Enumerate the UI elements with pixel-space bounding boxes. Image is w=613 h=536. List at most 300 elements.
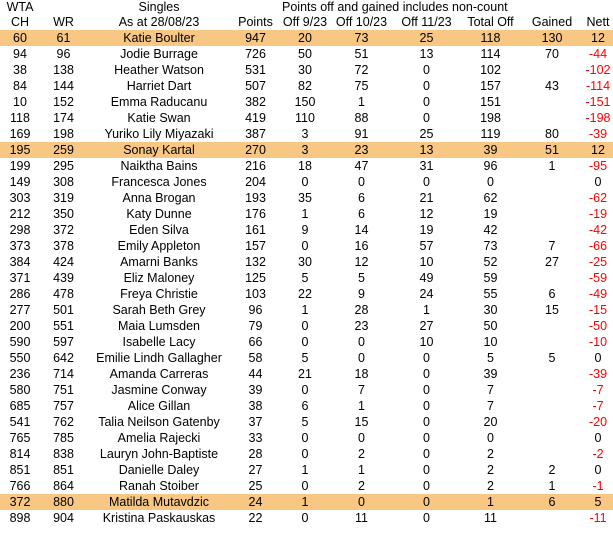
- wr-cell: 96: [56, 47, 71, 61]
- player-name-cell: Harriet Dart: [126, 79, 192, 93]
- off-10-cell: 1: [358, 399, 365, 413]
- total-off-cell: 7: [487, 383, 494, 397]
- nett-cell: -1: [592, 479, 604, 493]
- ch-cell: 38: [13, 63, 27, 77]
- wr-cell: 424: [53, 255, 74, 269]
- off-9-cell: 35: [298, 191, 312, 205]
- wr-cell: 880: [40, 494, 87, 510]
- gained-cell: [521, 318, 583, 334]
- off-9-cell: 5: [301, 271, 309, 285]
- off-11-cell: 13: [393, 142, 460, 158]
- nett-cell: 0: [594, 463, 602, 477]
- off-11-cell: 0: [423, 447, 430, 461]
- player-name-cell: Katie Boulter: [87, 30, 231, 46]
- total-off-cell: 11: [484, 511, 497, 525]
- nett-cell: -49: [588, 287, 608, 301]
- wr-cell: 478: [53, 287, 74, 301]
- off-11-cell: 49: [419, 271, 434, 285]
- wr-header: WR: [53, 15, 74, 29]
- off-11-cell: 0: [423, 479, 430, 493]
- table-row: [0, 110, 613, 126]
- nett-cell: -59: [588, 271, 608, 285]
- off-10-cell: 0: [330, 494, 393, 510]
- player-name-cell: Matilda Mutavdzic: [87, 494, 231, 510]
- table-row: [0, 302, 613, 318]
- total-off-cell: 30: [483, 303, 498, 317]
- player-name-cell: Emily Appleton: [117, 239, 201, 253]
- off-10-cell: 28: [354, 303, 369, 317]
- wr-cell: 144: [53, 79, 74, 93]
- total-off-cell: 62: [483, 191, 498, 205]
- ch-cell: 169: [9, 127, 31, 141]
- wr-cell: 174: [53, 111, 74, 125]
- off-11-cell: 12: [419, 207, 434, 221]
- off-11-cell: 0: [423, 351, 430, 365]
- gained-cell: [521, 430, 583, 446]
- singles-header: Singles: [138, 0, 180, 14]
- points-cell: 157: [245, 239, 266, 253]
- table-row: [0, 206, 613, 222]
- off-11-cell: 0: [423, 79, 430, 93]
- points-cell: 39: [248, 383, 263, 397]
- off-10-cell: 91: [354, 127, 369, 141]
- player-name-cell: Francesca Jones: [111, 175, 207, 189]
- total-off-cell: 1: [460, 494, 521, 510]
- off-9-cell: 150: [294, 95, 316, 109]
- nett-cell: -19: [588, 207, 608, 221]
- off-10-cell: 9: [358, 287, 365, 301]
- points-cell: 947: [231, 30, 280, 46]
- table-row: [0, 446, 613, 462]
- ch-cell: 277: [9, 303, 31, 317]
- table-row: [0, 222, 613, 238]
- wr-cell: 259: [40, 142, 87, 158]
- off-10-cell: 47: [354, 159, 369, 173]
- off-11-cell: 10: [419, 335, 434, 349]
- ch-cell: 236: [9, 367, 31, 381]
- points-cell: 204: [245, 175, 266, 189]
- player-name-cell: Freya Christie: [120, 287, 198, 301]
- gained-cell: [521, 414, 583, 430]
- table-row: [0, 318, 613, 334]
- total-off-cell: 20: [483, 415, 498, 429]
- off-10-cell: 16: [354, 239, 369, 253]
- gained-cell: [521, 174, 583, 190]
- total-off-cell: 119: [480, 127, 501, 141]
- total-off-cell: 42: [483, 223, 498, 237]
- off-11-cell: 0: [423, 175, 430, 189]
- off-9-cell: 0: [301, 511, 309, 525]
- total-off-cell: 39: [460, 142, 521, 158]
- wr-cell: 551: [53, 319, 74, 333]
- total-off-cell: 151: [480, 95, 501, 109]
- off-10-cell: 88: [354, 111, 369, 125]
- off-9-cell: 18: [298, 159, 312, 173]
- gained-cell: 70: [545, 47, 559, 61]
- ch-cell: 149: [9, 175, 31, 189]
- off-9-cell: 0: [301, 431, 309, 445]
- player-name-cell: Ranah Stoiber: [119, 479, 199, 493]
- ch-cell: 590: [9, 335, 31, 349]
- wr-cell: 642: [53, 351, 74, 365]
- points-cell: 25: [248, 479, 263, 493]
- off-11-cell: 0: [423, 367, 430, 381]
- off-11-cell: 0: [423, 415, 430, 429]
- points-cell: 66: [248, 335, 263, 349]
- points-cell: 726: [245, 47, 266, 61]
- wr-cell: 501: [53, 303, 74, 317]
- points-cell: 216: [245, 159, 266, 173]
- points-cell: 33: [248, 431, 263, 445]
- ch-cell: 200: [9, 319, 31, 333]
- player-name-cell: Katie Swan: [127, 111, 191, 125]
- nett-cell: -50: [588, 319, 608, 333]
- nett-cell: 0: [594, 351, 602, 365]
- gained-cell: [521, 334, 583, 350]
- ch-cell: 199: [9, 159, 31, 173]
- points-cell: 132: [245, 255, 266, 269]
- total-off-cell: 0: [487, 175, 494, 189]
- wr-cell: 751: [53, 383, 74, 397]
- points-cell: 382: [245, 95, 266, 109]
- ch-cell: 286: [9, 287, 31, 301]
- points-cell: 419: [245, 111, 266, 125]
- total-off-cell: 114: [480, 47, 501, 61]
- wr-cell: 61: [40, 30, 87, 46]
- gained-cell: 6: [548, 287, 556, 301]
- off-11-cell: 19: [419, 223, 434, 237]
- wr-cell: 152: [53, 95, 74, 109]
- ch-cell: 94: [13, 47, 27, 61]
- gained-cell: [521, 382, 583, 398]
- gained-cell: 5: [548, 351, 556, 365]
- total-off-cell: 198: [480, 111, 501, 125]
- total-off-cell: 2: [487, 479, 494, 493]
- gained-cell: [521, 94, 583, 110]
- off-10-cell: 0: [358, 335, 365, 349]
- player-name-cell: Maia Lumsden: [118, 319, 200, 333]
- nett-cell: -198: [585, 111, 611, 125]
- wr-cell: 838: [53, 447, 74, 461]
- player-name-cell: Eliz Maloney: [123, 271, 195, 285]
- player-name-cell: Emilie Lindh Gallagher: [96, 351, 222, 365]
- gained-cell: [521, 270, 583, 286]
- gained-cell: 130: [521, 30, 583, 46]
- off-10-cell: 15: [354, 415, 369, 429]
- total-off-cell: 96: [483, 159, 498, 173]
- nett-cell: 0: [594, 175, 602, 189]
- off-10-cell: 72: [354, 63, 369, 77]
- table-row: [0, 334, 613, 350]
- total-off-cell: 52: [483, 255, 498, 269]
- table-row: [0, 270, 613, 286]
- table-row: [0, 238, 613, 254]
- ch-cell: 195: [0, 142, 40, 158]
- header-row-1: [0, 0, 613, 15]
- ch-cell: 10: [13, 95, 27, 109]
- total-off-cell: 19: [483, 207, 498, 221]
- table-row: [0, 430, 613, 446]
- points-cell: 161: [245, 223, 266, 237]
- wr-cell: 762: [53, 415, 74, 429]
- table-row: [0, 398, 613, 414]
- points-cell: 103: [245, 287, 266, 301]
- nett-cell: -25: [588, 255, 608, 269]
- total-off-cell: 59: [483, 271, 498, 285]
- off-10-cell: 0: [358, 351, 365, 365]
- table-row: [0, 414, 613, 430]
- wr-cell: 597: [53, 335, 74, 349]
- ch-cell: 685: [9, 399, 31, 413]
- off-11-cell: 0: [423, 63, 430, 77]
- nett-cell: 12: [583, 30, 613, 46]
- table-row: [0, 478, 613, 494]
- player-name-cell: Amarni Banks: [120, 255, 198, 269]
- off-10-cell: 2: [358, 479, 365, 493]
- points-cell: 387: [245, 127, 266, 141]
- off-10-header: Off 10/23: [335, 15, 388, 29]
- off-10-cell: 0: [358, 431, 365, 445]
- gained-cell: 80: [545, 127, 559, 141]
- nett-cell: -2: [592, 447, 604, 461]
- off-11-cell: 0: [393, 494, 460, 510]
- off-9-cell: 1: [301, 463, 309, 477]
- gained-cell: [521, 398, 583, 414]
- player-name-cell: Katy Dunne: [126, 207, 192, 221]
- total-off-header: Total Off: [467, 15, 514, 29]
- off-9-cell: 0: [301, 335, 309, 349]
- off-9-cell: 50: [298, 47, 312, 61]
- off-11-cell: 25: [393, 30, 460, 46]
- off-10-cell: 7: [358, 383, 365, 397]
- points-cell: 125: [245, 271, 266, 285]
- total-off-cell: 55: [483, 287, 498, 301]
- table-row: [0, 78, 613, 94]
- total-off-cell: 5: [487, 351, 494, 365]
- gained-cell: 51: [521, 142, 583, 158]
- points-cell: 37: [248, 415, 263, 429]
- total-off-cell: 0: [487, 431, 494, 445]
- off-10-cell: 23: [330, 142, 393, 158]
- points-cell: 531: [245, 63, 266, 77]
- total-off-cell: 10: [483, 335, 498, 349]
- nett-cell: -11: [589, 511, 607, 525]
- off-9-cell: 0: [301, 239, 309, 253]
- off-9-cell: 30: [298, 63, 312, 77]
- nett-cell: -102: [585, 63, 611, 77]
- off-11-cell: 0: [423, 111, 430, 125]
- points-cell: 22: [248, 511, 263, 525]
- off-11-cell: 57: [419, 239, 434, 253]
- total-off-cell: 102: [480, 63, 501, 77]
- points-header: Points: [238, 15, 273, 29]
- off-11-cell: 0: [423, 383, 430, 397]
- ch-cell: 851: [9, 463, 31, 477]
- nett-cell: -39: [588, 127, 608, 141]
- off-11-cell: 0: [423, 463, 430, 477]
- player-name-cell: Jasmine Conway: [111, 383, 207, 397]
- gained-cell: [521, 190, 583, 206]
- total-off-cell: 73: [483, 239, 498, 253]
- ch-cell: 766: [9, 479, 31, 493]
- points-cell: 96: [248, 303, 263, 317]
- wr-cell: 350: [53, 207, 74, 221]
- wr-cell: 785: [53, 431, 74, 445]
- player-name-cell: Amanda Carreras: [109, 367, 209, 381]
- off-10-cell: 18: [354, 367, 369, 381]
- off-9-cell: 0: [301, 447, 309, 461]
- off-9-cell: 0: [301, 319, 309, 333]
- gained-cell: [521, 366, 583, 382]
- total-off-cell: 7: [487, 399, 494, 413]
- wr-cell: 198: [53, 127, 74, 141]
- ch-cell: 84: [13, 79, 27, 93]
- off-10-cell: 73: [330, 30, 393, 46]
- off-9-cell: 1: [301, 303, 309, 317]
- as-at-header: As at 28/08/23: [118, 15, 200, 29]
- off-9-cell: 20: [280, 30, 330, 46]
- off-11-cell: 13: [419, 47, 434, 61]
- wr-cell: 319: [53, 191, 74, 205]
- points-note-header: Points off and gained includes non-count: [282, 0, 508, 14]
- ch-cell: 550: [9, 351, 31, 365]
- ch-cell: 298: [9, 223, 31, 237]
- total-off-cell: 2: [487, 463, 494, 477]
- total-off-cell: 118: [460, 30, 521, 46]
- wr-cell: 372: [53, 223, 74, 237]
- off-11-cell: 0: [423, 511, 430, 525]
- points-cell: 28: [248, 447, 263, 461]
- player-name-cell: Kristina Paskauskas: [102, 511, 216, 525]
- total-off-cell: 39: [483, 367, 498, 381]
- player-name-cell: Lauryn John-Baptiste: [99, 447, 219, 461]
- table-row: [0, 30, 613, 46]
- player-name-cell: Heather Watson: [114, 63, 204, 77]
- player-name-cell: Isabelle Lacy: [122, 335, 196, 349]
- off-10-cell: 12: [354, 255, 369, 269]
- off-11-cell: 0: [423, 431, 430, 445]
- off-10-cell: 1: [358, 95, 365, 109]
- table-row: [0, 510, 613, 526]
- nett-cell: -95: [588, 159, 608, 173]
- off-11-cell: 1: [423, 303, 430, 317]
- total-off-cell: 50: [483, 319, 498, 333]
- off-9-cell: 0: [301, 383, 309, 397]
- table-row: [0, 94, 613, 110]
- table-row: [0, 350, 613, 366]
- gained-cell: 7: [548, 239, 556, 253]
- off-9-cell: 21: [298, 367, 312, 381]
- wr-cell: 138: [53, 63, 74, 77]
- wr-cell: 295: [53, 159, 74, 173]
- off-9-cell: 5: [301, 351, 309, 365]
- gained-cell: [521, 206, 583, 222]
- nett-cell: -7: [592, 399, 604, 413]
- off-9-cell: 5: [301, 415, 309, 429]
- off-10-cell: 1: [358, 463, 365, 477]
- player-name-cell: Anna Brogan: [122, 191, 196, 205]
- nett-cell: 5: [583, 494, 613, 510]
- off-9-cell: 82: [298, 79, 312, 93]
- off-9-cell: 1: [280, 494, 330, 510]
- nett-cell: 12: [583, 142, 613, 158]
- ch-cell: 765: [9, 431, 31, 445]
- player-name-cell: Emma Raducanu: [110, 95, 208, 109]
- off-11-cell: 0: [423, 399, 430, 413]
- header-row-2: [0, 15, 613, 30]
- total-off-cell: 2: [487, 447, 494, 461]
- nett-cell: -114: [585, 79, 611, 93]
- player-name-cell: Alice Gillan: [127, 399, 191, 413]
- off-9-cell: 6: [301, 399, 309, 413]
- ch-cell: 60: [0, 30, 40, 46]
- off-9-cell: 0: [301, 479, 309, 493]
- nett-header: Nett: [586, 15, 610, 29]
- off-9-header: Off 9/23: [282, 15, 328, 29]
- ch-cell: 384: [9, 255, 31, 269]
- player-name-cell: Sarah Beth Grey: [112, 303, 206, 317]
- table-row: [0, 254, 613, 270]
- off-9-cell: 110: [295, 111, 315, 125]
- nett-cell: 0: [594, 431, 602, 445]
- table-row: [0, 382, 613, 398]
- nett-cell: -151: [585, 95, 611, 109]
- table-row: [0, 62, 613, 78]
- wr-cell: 378: [53, 239, 74, 253]
- off-9-cell: 30: [298, 255, 312, 269]
- off-10-cell: 6: [358, 207, 365, 221]
- off-9-cell: 0: [301, 175, 309, 189]
- table-row: [0, 174, 613, 190]
- table-row: [0, 126, 613, 142]
- nett-cell: -66: [588, 239, 608, 253]
- player-name-cell: Yuriko Lily Miyazaki: [104, 127, 214, 141]
- player-name-cell: Eden Silva: [129, 223, 189, 237]
- off-10-cell: 11: [355, 511, 368, 525]
- wr-cell: 714: [53, 367, 74, 381]
- wr-cell: 757: [53, 399, 74, 413]
- points-cell: 193: [245, 191, 266, 205]
- ch-cell: 580: [9, 383, 31, 397]
- ch-cell: 212: [9, 207, 31, 221]
- off-11-cell: 21: [419, 191, 434, 205]
- ch-header: CH: [10, 15, 30, 29]
- player-name-cell: Sonay Kartal: [87, 142, 231, 158]
- off-9-cell: 22: [298, 287, 312, 301]
- table-row: [0, 366, 613, 382]
- points-cell: 27: [248, 463, 263, 477]
- off-10-cell: 2: [358, 447, 365, 461]
- off-10-cell: 51: [354, 47, 369, 61]
- ch-cell: 118: [10, 111, 30, 125]
- nett-cell: -10: [588, 335, 608, 349]
- gained-cell: 27: [545, 255, 559, 269]
- gained-cell: [521, 62, 583, 78]
- wr-cell: 864: [53, 479, 74, 493]
- gained-cell: [521, 446, 583, 462]
- nett-cell: -20: [588, 415, 608, 429]
- ch-cell: 303: [9, 191, 31, 205]
- wr-cell: 904: [53, 511, 74, 525]
- off-10-cell: 23: [354, 319, 369, 333]
- gained-cell: 2: [548, 463, 556, 477]
- ch-cell: 373: [9, 239, 31, 253]
- gained-cell: 6: [521, 494, 583, 510]
- off-11-cell: 25: [419, 127, 434, 141]
- gained-cell: [521, 510, 583, 526]
- points-cell: 79: [248, 319, 263, 333]
- table-row: [0, 462, 613, 478]
